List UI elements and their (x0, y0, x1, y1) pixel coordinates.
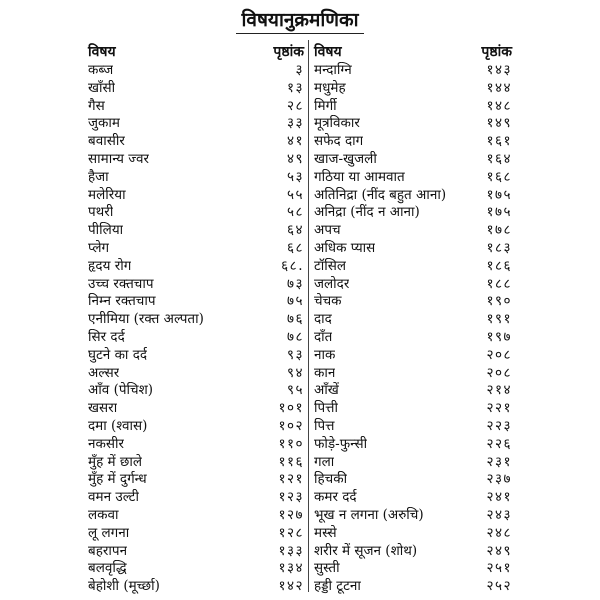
topic-name: कान (314, 364, 336, 381)
list-item (88, 454, 306, 472)
list-item (88, 151, 306, 169)
topic-name: हिचकी (314, 471, 348, 488)
page-number: १८३ (486, 239, 512, 256)
list-item (314, 400, 514, 418)
topic-name: लू लगना (88, 524, 130, 541)
title-underline (236, 33, 364, 34)
page-number: ६४ (286, 222, 304, 239)
topic-name: कमर दर्द (314, 489, 357, 506)
page-number: ९४ (286, 364, 304, 381)
topic-name: पथरी (88, 204, 114, 221)
page-number: १२१ (278, 471, 304, 488)
page-number: ७३ (286, 275, 304, 292)
topic-name: शरीर में सूजन (शोथ) (314, 542, 418, 559)
list-item (314, 543, 514, 561)
list-item (314, 418, 514, 436)
list-item (314, 258, 514, 276)
topic-name: पीलिया (88, 222, 124, 239)
list-item (314, 187, 514, 205)
page-number: ५३ (286, 168, 304, 185)
page-number: १२८ (278, 524, 304, 541)
topic-name: नाक (314, 346, 336, 363)
list-item (314, 560, 514, 578)
list-item (88, 258, 306, 276)
topic-name: खसरा (88, 400, 118, 417)
list-item (88, 62, 306, 80)
topic-name: आँखें (314, 382, 339, 399)
page-number: १७५ (486, 204, 512, 221)
list-item (88, 293, 306, 311)
topic-name: खाँसी (88, 79, 116, 96)
topic-name: उच्च रक्तचाप (88, 275, 154, 292)
page-number: ११० (278, 435, 304, 452)
topic-name: भूख न लगना (अरुचि) (314, 506, 424, 523)
left-header (88, 40, 306, 62)
topic-name: अधिक प्यास (314, 239, 376, 256)
topic-name: गठिया या आमवात (314, 168, 405, 185)
list-item (88, 240, 306, 258)
list-item (88, 382, 306, 400)
topic-name: मुँह में दुर्गन्ध (88, 471, 147, 488)
page-number: २०८ (486, 346, 512, 363)
topic-name: बेहोशी (मूर्च्छा) (88, 578, 160, 595)
topic-name: नकसीर (88, 435, 125, 452)
page-number: १४४ (486, 79, 512, 96)
list-item (88, 347, 306, 365)
topic-name: दाद (314, 311, 332, 328)
page-number: १३४ (278, 560, 304, 577)
list-item (88, 543, 306, 561)
page-number: १४९ (486, 115, 512, 132)
right-header (314, 40, 514, 62)
page-number: ५५ (286, 186, 304, 203)
page-number: ७८ (286, 328, 304, 345)
page-number: २०८ (486, 364, 512, 381)
list-item (88, 400, 306, 418)
list-item (88, 329, 306, 347)
list-item (314, 347, 514, 365)
page-number: १७५ (486, 186, 512, 203)
page-number: १९७ (486, 328, 512, 345)
list-item (88, 525, 306, 543)
topic-name: मुँह में छाले (88, 453, 143, 470)
page-number: २४३ (486, 506, 512, 523)
page-number: १७८ (486, 222, 512, 239)
topic-name: मलेरिया (88, 186, 126, 203)
topic-name: मस्से (314, 524, 337, 541)
page-number: ११६ (278, 453, 304, 470)
page-number: १९१ (486, 311, 512, 328)
list-item (88, 436, 306, 454)
page-number: १८६ (486, 257, 512, 274)
topic-name: दाँत (314, 328, 333, 345)
topic-name: दमा (श्वास) (88, 417, 148, 434)
topic-name: निम्न रक्तचाप (88, 293, 156, 310)
topic-name: हैजा (88, 168, 109, 185)
topic-name: घुटने का दर्द (88, 346, 148, 363)
list-item (88, 204, 306, 222)
list-item (88, 187, 306, 205)
topic-name: कब्ज (88, 62, 114, 78)
page-number: २१४ (486, 382, 512, 399)
page-number: ७५ (286, 293, 304, 310)
list-item (314, 276, 514, 294)
list-item (88, 98, 306, 116)
page-number: २३१ (486, 453, 512, 470)
page-number: १३ (286, 79, 304, 96)
list-item (88, 115, 306, 133)
page-number: ५८ (286, 204, 304, 221)
page-number: २२६ (486, 435, 512, 452)
list-item (88, 80, 306, 98)
topic-name: अनिद्रा (नींद न आना) (314, 204, 420, 221)
page-number: १३३ (278, 542, 304, 559)
topic-name: गैस (88, 97, 105, 114)
right-topic-list (314, 62, 514, 596)
list-item (314, 489, 514, 507)
topic-name: सुस्ती (314, 560, 340, 577)
page-number: १२३ (278, 489, 304, 506)
page-number: ६८ (286, 239, 304, 256)
right-page-header: पृष्ठांक (481, 43, 512, 60)
left-page-header: पृष्ठांक (273, 43, 304, 60)
page-number: १४३ (486, 62, 512, 78)
topic-name: अल्सर (88, 364, 120, 381)
list-item (88, 311, 306, 329)
list-item (314, 525, 514, 543)
topic-name: सफेद दाग (314, 133, 364, 150)
topic-name: हृदय रोग (88, 257, 132, 274)
list-item (314, 133, 514, 151)
page-number: १६८ (486, 168, 512, 185)
topic-name: खाज-खुजली (314, 150, 377, 167)
list-item (314, 436, 514, 454)
topic-name: जलोदर (314, 275, 350, 292)
list-item (88, 133, 306, 151)
topic-name: पित्त (314, 417, 335, 434)
page-number: १६१ (486, 133, 512, 150)
right-column (314, 40, 514, 596)
topic-name: मिर्गी (314, 97, 337, 114)
topic-name: वमन उल्टी (88, 489, 139, 506)
page-title: विषयानुक्रमणिका (241, 9, 359, 31)
page-number: २२३ (486, 417, 512, 434)
list-item (314, 115, 514, 133)
page-number: १९० (486, 293, 512, 310)
page-number: ९५ (286, 382, 304, 399)
list-item (88, 560, 306, 578)
topic-name: गला (314, 453, 335, 470)
list-item (314, 204, 514, 222)
list-item (88, 489, 306, 507)
topic-name: बहरापन (88, 542, 128, 559)
topic-name: फोड़े-फुन्सी (314, 435, 368, 452)
page-number: २८ (286, 97, 304, 114)
list-item (88, 471, 306, 489)
page-number: २५१ (486, 560, 512, 577)
topic-name: चेचक (314, 293, 342, 310)
page-number: २४८ (486, 524, 512, 541)
list-item (314, 240, 514, 258)
page-number: ९३ (286, 346, 304, 363)
page-number: १८८ (486, 275, 512, 292)
topic-name: मधुमेह (314, 79, 346, 96)
list-item (314, 98, 514, 116)
page-number: २२१ (486, 400, 512, 417)
topic-name: बलवृद्धि (88, 560, 127, 577)
list-item (314, 578, 514, 596)
topic-name: अतिनिद्रा (नींद बहुत आना) (314, 186, 447, 203)
list-item (88, 365, 306, 383)
page-number: ६८. (281, 257, 304, 274)
page-number: २५२ (486, 578, 512, 595)
page-number: ३ (295, 62, 304, 78)
list-item (88, 578, 306, 596)
topic-name: पित्ती (314, 400, 338, 417)
list-item (314, 62, 514, 80)
page-number: १६४ (486, 150, 512, 167)
topic-name: सिर दर्द (88, 328, 125, 345)
list-item (314, 471, 514, 489)
list-item (88, 418, 306, 436)
topic-name: हड्डी टूटना (314, 578, 361, 595)
page-number: ४९ (286, 150, 304, 167)
page-number: ४१ (286, 133, 304, 150)
list-item (314, 169, 514, 187)
right-subject-header: विषय (314, 43, 342, 60)
list-item (314, 454, 514, 472)
topic-name: अपच (314, 222, 341, 239)
list-item (314, 365, 514, 383)
page-number: १४२ (278, 578, 304, 595)
list-item (314, 293, 514, 311)
page-number: २३७ (486, 471, 512, 488)
page-number: २४१ (486, 489, 512, 506)
topic-name: आँव (पेचिश) (88, 382, 154, 399)
list-item (88, 169, 306, 187)
topic-name: एनीमिया (रक्त अल्पता) (88, 311, 204, 328)
list-item (314, 80, 514, 98)
column-divider (308, 40, 309, 592)
list-item (314, 329, 514, 347)
page-number: ७६ (286, 311, 304, 328)
page-number: २४९ (486, 542, 512, 559)
topic-name: मन्दाग्नि (314, 62, 352, 78)
topic-name: टॉसिल (314, 257, 347, 274)
list-item (314, 222, 514, 240)
list-item (314, 311, 514, 329)
left-column (88, 40, 306, 596)
topic-name: सामान्य ज्वर (88, 150, 150, 167)
list-item (88, 222, 306, 240)
left-topic-list (88, 62, 306, 596)
topic-name: बवासीर (88, 133, 125, 150)
page-number: १२७ (278, 506, 304, 523)
page-number: १४८ (486, 97, 512, 114)
topic-name: मूत्रविकार (314, 115, 360, 132)
topic-name: प्लेग (88, 239, 110, 256)
page-number: १०१ (278, 400, 304, 417)
list-item (314, 382, 514, 400)
topic-name: लकवा (88, 506, 119, 523)
list-item (88, 276, 306, 294)
page-number: १०२ (278, 417, 304, 434)
list-item (314, 151, 514, 169)
list-item (88, 507, 306, 525)
topic-name: जुकाम (88, 115, 120, 132)
list-item (314, 507, 514, 525)
page-number: ३३ (286, 115, 304, 132)
left-subject-header: विषय (88, 43, 116, 60)
